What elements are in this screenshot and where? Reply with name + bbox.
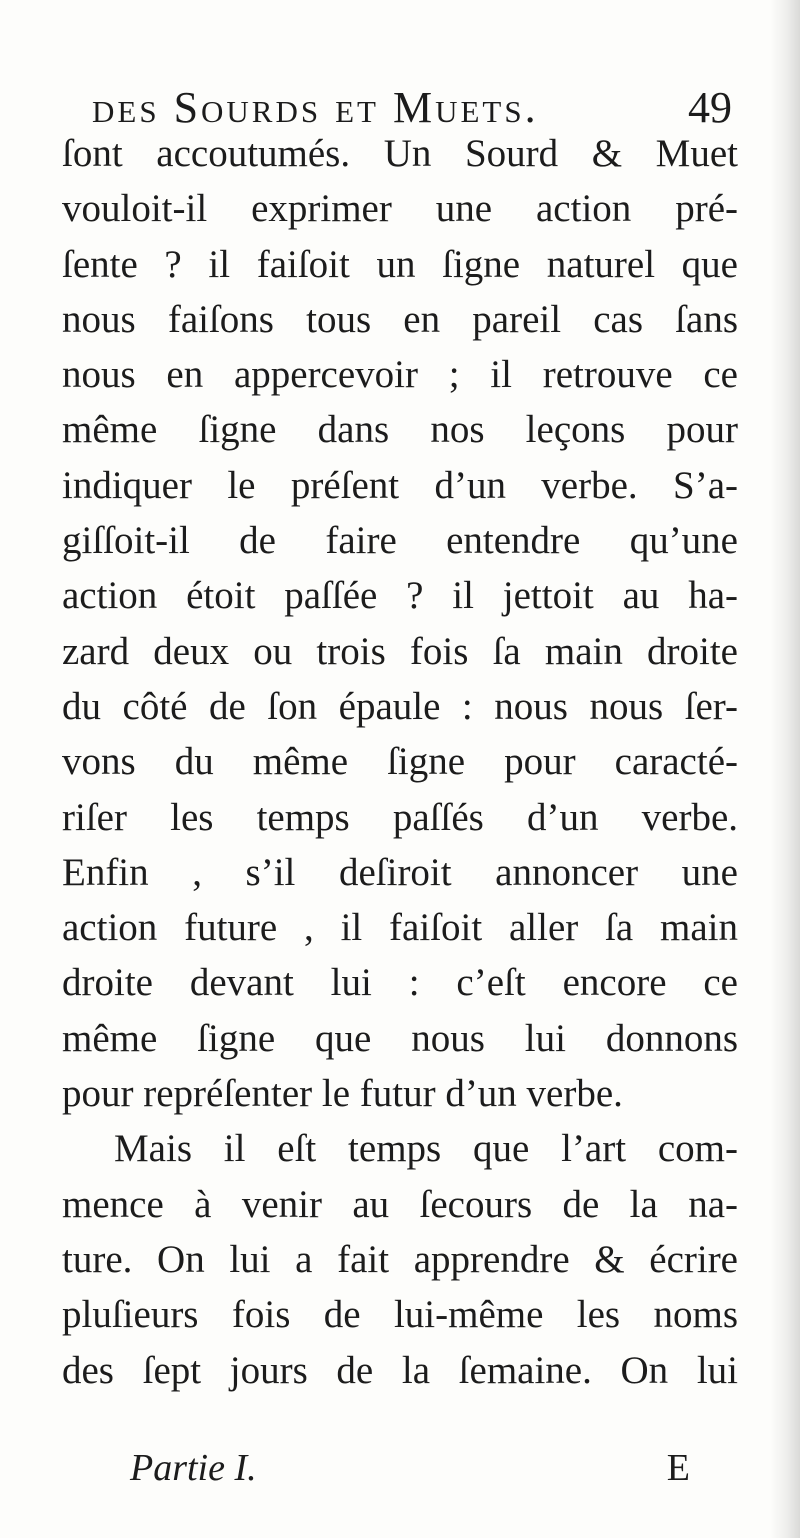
text-line: même ſigne que nous lui donnons xyxy=(62,1016,738,1060)
text-line: ture. On lui a fait apprendre & écrire xyxy=(62,1237,738,1281)
page-footer xyxy=(130,1446,690,1496)
text-line: droite devant lui : c’eſt encore ce xyxy=(62,961,738,1005)
body-text xyxy=(62,126,738,1398)
text-line: zard deux ou trois fois ſa main droite xyxy=(62,629,738,673)
text-line: nous en appercevoir ; il retrouve ce xyxy=(62,353,738,397)
text-line: du côté de ſon épaule : nous nous ſer- xyxy=(62,684,738,728)
text-line: Enfin , s’il deſiroit annoncer une xyxy=(62,850,738,894)
text-line: même ſigne dans nos leçons pour xyxy=(62,408,738,452)
text-line: indiquer le préſent d’un verbe. S’a- xyxy=(62,463,738,507)
text-line: ſente ? il faiſoit un ſigne naturel que xyxy=(62,242,738,286)
text-line: des ſept jours de la ſemaine. On lui xyxy=(62,1348,738,1392)
text-line: action étoit paſſée ? il jettoit au ha- xyxy=(62,574,738,618)
page-number: 49 xyxy=(688,83,732,132)
signature-letter: E xyxy=(666,1447,690,1489)
page-edge-shadow xyxy=(770,0,800,1538)
paragraph-start-line: Mais il eſt temps que l’art com- xyxy=(114,1127,738,1171)
text-line: vouloit-il exprimer une action pré- xyxy=(62,187,738,231)
paragraph-end-line: pour repréſenter le futur d’un verbe. xyxy=(62,1072,623,1116)
text-line: riſer les temps paſſés d’un verbe. xyxy=(62,795,738,839)
text-line: vons du même ſigne pour caracté- xyxy=(62,740,738,784)
running-title: des Sourds et Muets. xyxy=(92,83,539,132)
text-line: nous faiſons tous en pareil cas ſans xyxy=(62,297,738,341)
text-line: mence à venir au ſecours de la na- xyxy=(62,1182,738,1226)
text-line: pluſieurs fois de lui-même les noms xyxy=(62,1293,738,1337)
text-line: giſſoit-il de faire entendre qu’une xyxy=(62,519,738,563)
text-line: action future , il faiſoit aller ſa main xyxy=(62,906,738,950)
signature-mark: Partie I. xyxy=(130,1447,257,1489)
text-line: ſont accoutumés. Un Sourd & Muet xyxy=(62,132,738,175)
